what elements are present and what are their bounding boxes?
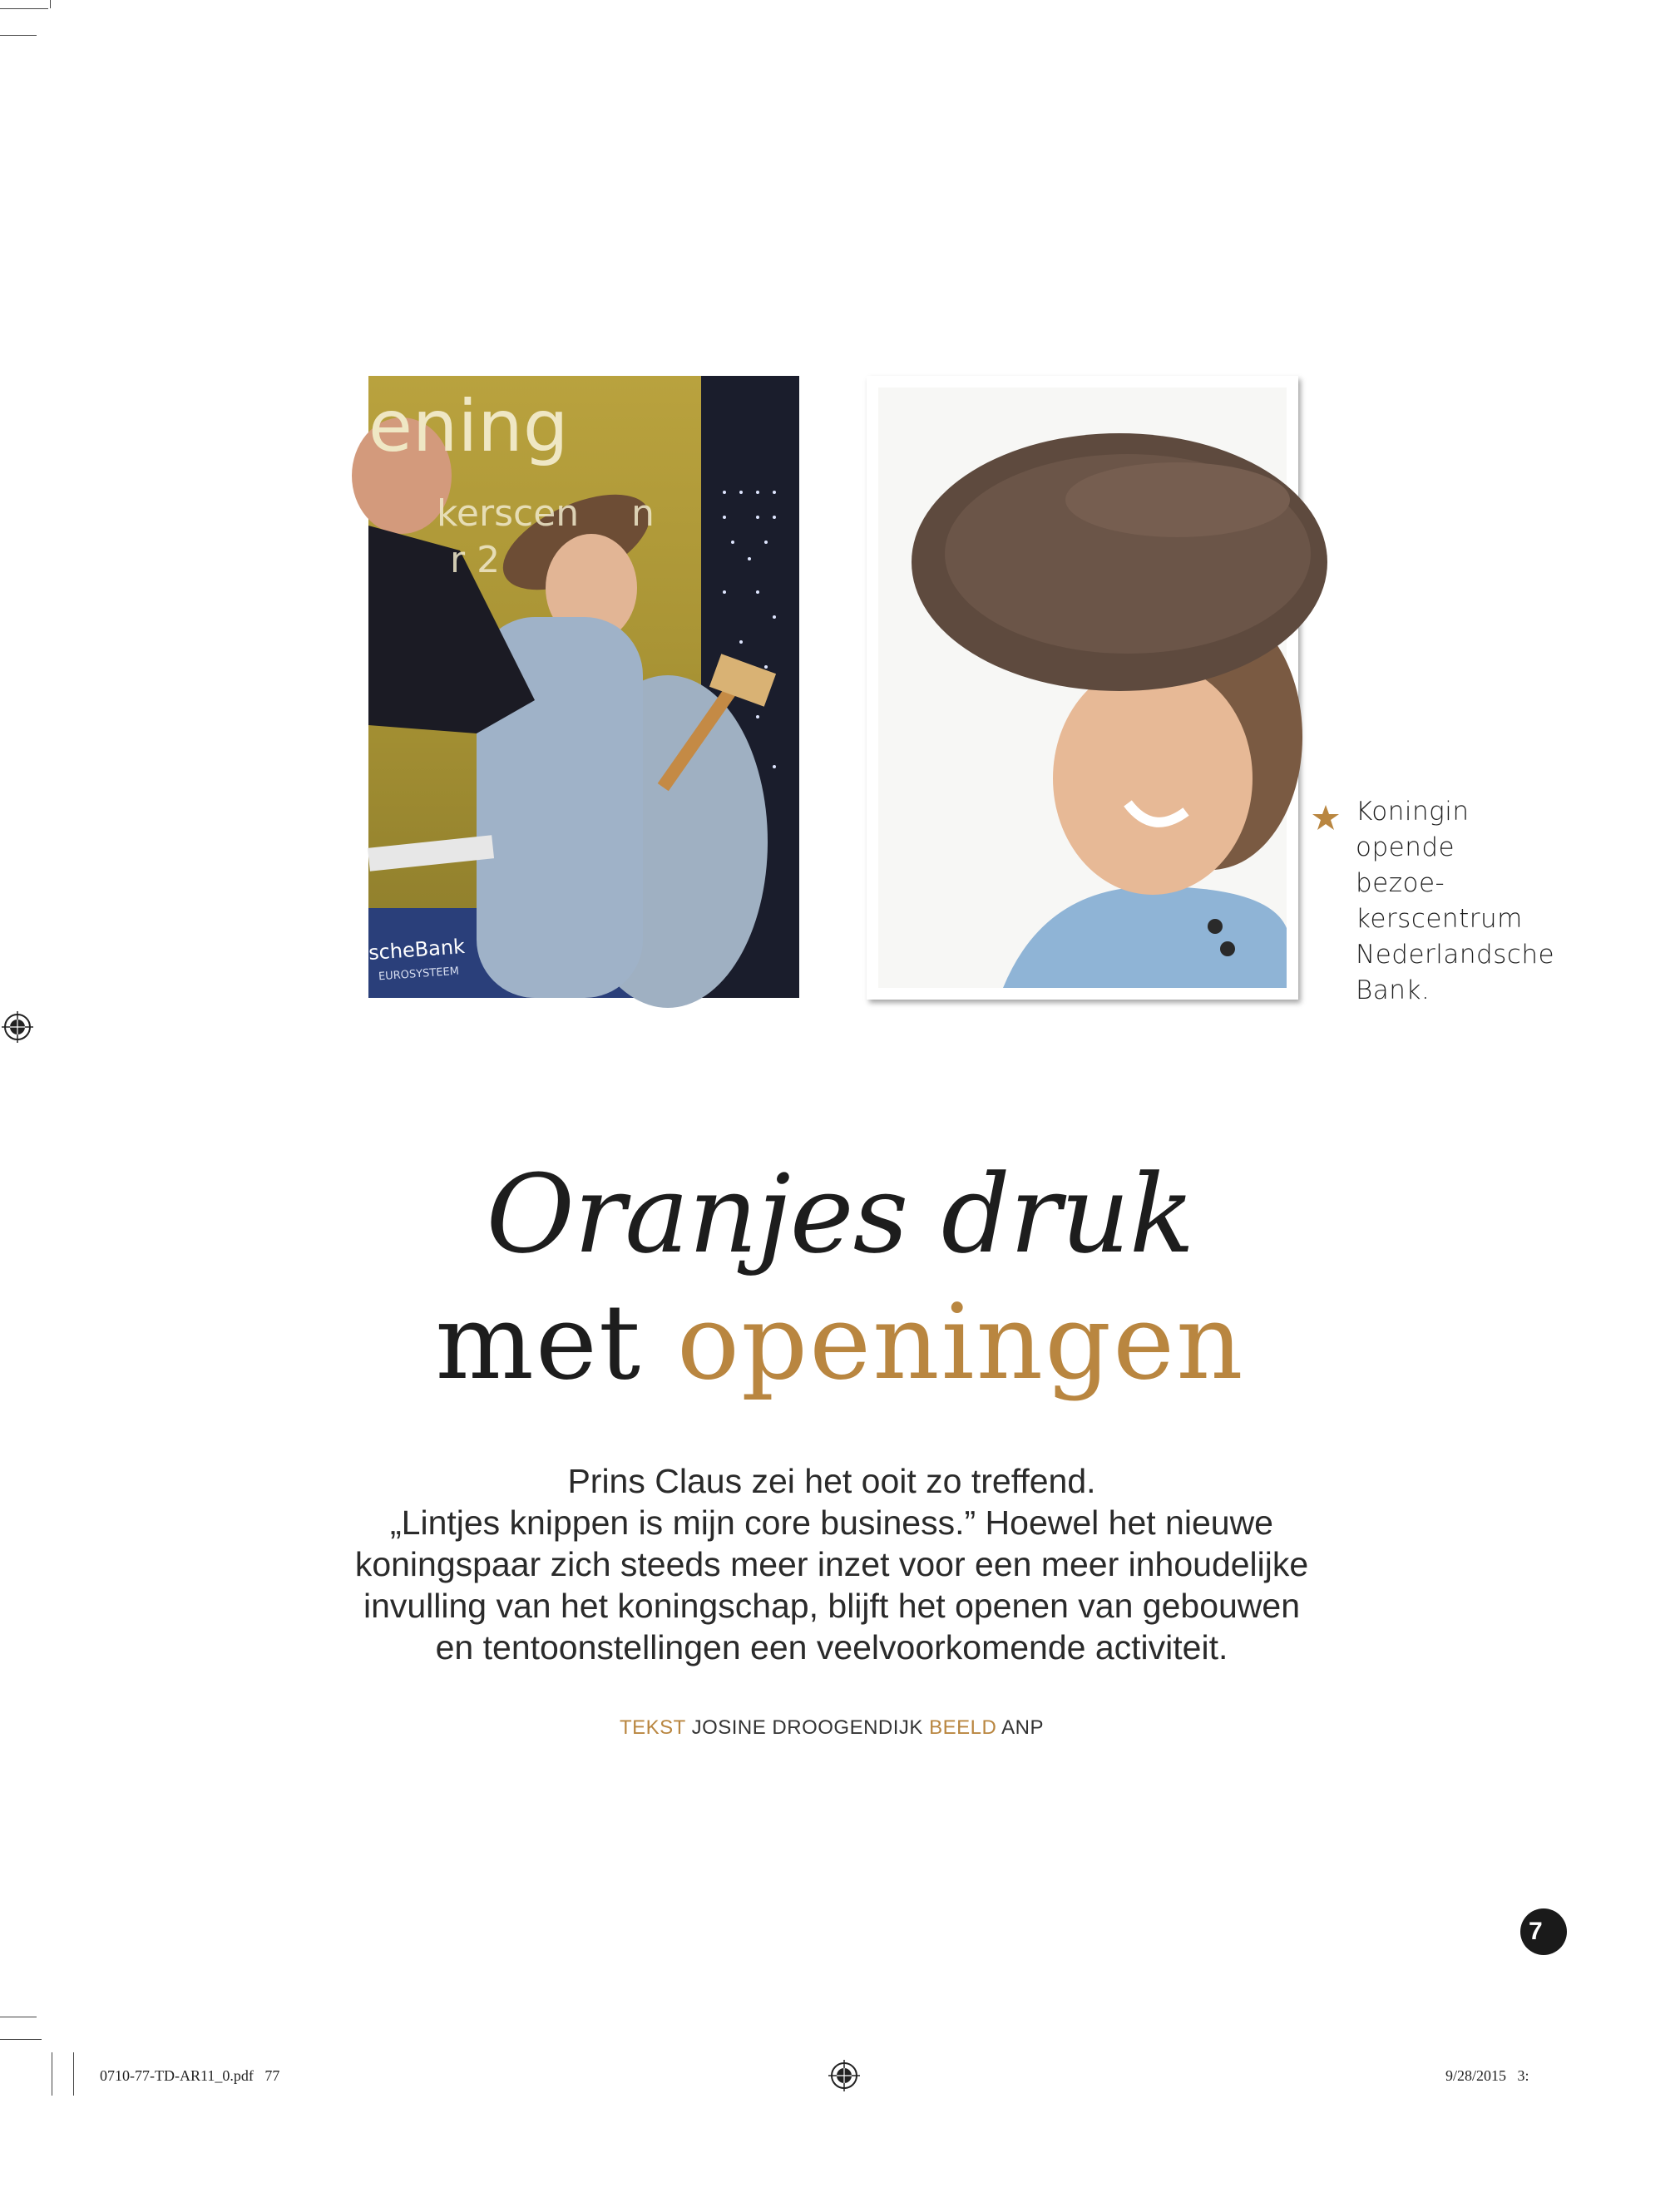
title-line-1: Oranjes druk bbox=[486, 1151, 1194, 1277]
photo-frame bbox=[867, 376, 1298, 1000]
crop-mark bbox=[0, 8, 48, 9]
intro-line: koningspaar zich steeds meer inzet voor een meer inhoudelijke bbox=[354, 1545, 1309, 1583]
crop-mark bbox=[73, 2052, 74, 2096]
footer-time: 3: bbox=[1517, 2067, 1529, 2084]
caption-line: Nederlandsche bbox=[1356, 940, 1555, 970]
text-credit-label: TEKST bbox=[619, 1716, 686, 1739]
photo-hammer-opening bbox=[368, 376, 799, 998]
image-credit-label: BEELD bbox=[929, 1716, 997, 1739]
banner-subtext: kerscen bbox=[437, 492, 580, 535]
registration-mark-icon bbox=[828, 2060, 860, 2091]
article-intro bbox=[274, 1460, 1389, 1668]
image-source: ANP bbox=[1001, 1716, 1045, 1739]
crop-mark bbox=[0, 35, 37, 36]
intro-line: Prins Claus zei het ooit zo treffend. bbox=[567, 1462, 1096, 1500]
caption-line: Koningin bbox=[1356, 797, 1470, 827]
caption-line: Bank. bbox=[1356, 975, 1430, 1005]
intro-line: „Lintjes knippen is mijn core business.” Hoewel het nieuwe bbox=[390, 1503, 1273, 1542]
star-icon bbox=[1312, 803, 1340, 832]
caption-line: opende bezoe- bbox=[1356, 832, 1455, 898]
footer-date: 9/28/2015 bbox=[1445, 2067, 1507, 2084]
banner-subtext: n bbox=[631, 492, 655, 535]
footer-file-name: 0710-77-TD-AR11_0.pdf bbox=[100, 2067, 254, 2084]
page-number: 7 bbox=[1520, 1908, 1567, 1955]
banner-text: ening bbox=[368, 385, 569, 468]
crop-mark bbox=[0, 2039, 42, 2040]
footer-file-info bbox=[100, 2067, 279, 2085]
intro-line: invulling van het koningschap, blijft het openen van gebouwen bbox=[363, 1587, 1301, 1625]
bank-logo-sub: EUROSYSTEEM bbox=[378, 965, 460, 984]
article-title bbox=[0, 1152, 1680, 1410]
footer-file-page: 77 bbox=[264, 2067, 280, 2084]
title-plain: met bbox=[435, 1282, 643, 1403]
banner-subtext: r 2 bbox=[450, 539, 501, 581]
caption-line: kerscentrum bbox=[1356, 904, 1523, 934]
title-line-2 bbox=[0, 1276, 1680, 1410]
intro-line: en tentoonstellingen een veelvoorkomende activiteit. bbox=[435, 1628, 1228, 1666]
registration-mark-icon bbox=[2, 1011, 33, 1043]
article-credits bbox=[416, 1716, 1248, 1740]
footer-date-info bbox=[1445, 2067, 1529, 2085]
author-name: JOSINE DROOGENDIJK bbox=[691, 1716, 923, 1739]
crop-mark bbox=[50, 0, 51, 8]
photo-queen-portrait bbox=[878, 388, 1287, 988]
photo-caption bbox=[1356, 794, 1555, 1009]
title-accent: openingen bbox=[676, 1282, 1245, 1403]
bank-logo: scheBank bbox=[368, 934, 466, 965]
